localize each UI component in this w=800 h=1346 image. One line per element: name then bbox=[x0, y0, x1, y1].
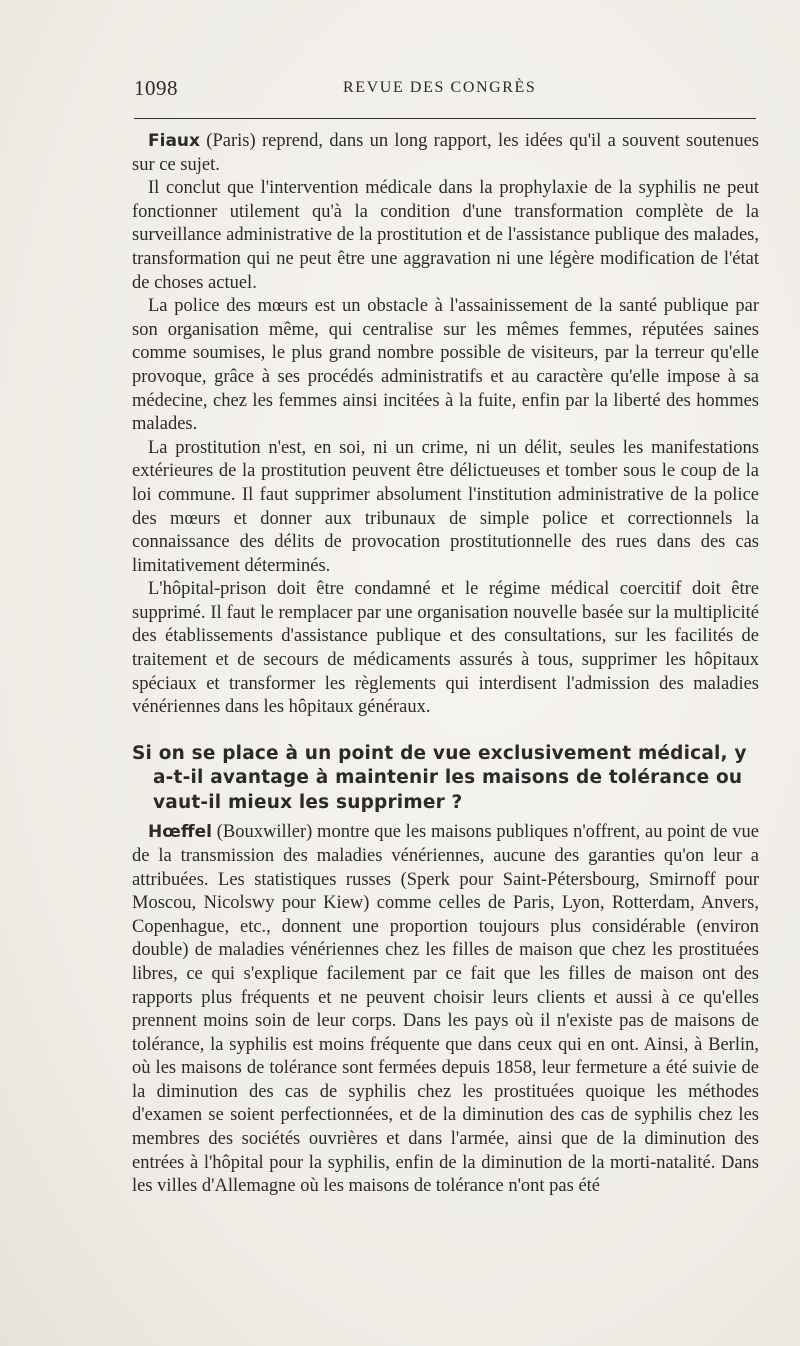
header-rule bbox=[134, 118, 756, 119]
paragraph-text: (Paris) reprend, dans un long rapport, les idées qu'il a souvent soutenues sur ce sujet. bbox=[132, 131, 759, 175]
paragraph: La prostitution n'est, en soi, ni un crime, ni un délit, seules les manifestations extérieures de la prostitution peuvent être délictueuses et tomber sous le coup de la loi commune. Il faut supprimer absolument l'institution administrative de la police des mœurs et donner aux tribunaux de simple police et correctionnels la connaissance des délits de provocation prostitutionnelle des rues dans des cas limitativement déterminés. bbox=[132, 437, 759, 576]
page-header bbox=[134, 76, 756, 100]
speaker-name: Fiaux bbox=[148, 131, 200, 151]
page-number: 1098 bbox=[134, 76, 178, 100]
paragraph bbox=[132, 821, 759, 1199]
paragraph: L'hôpital-prison doit être condamné et le régime médical coercitif doit être supprimé. Il faut le remplacer par une organisation nouvelle basée sur la multiplicité des établissements d'assistance publique et des consultations, sur les facilités de traitement et de secours de médicaments assurés à tous, supprimer les hôpitaux spéciaux et transformer les règlements qui interdisent l'admission des maladies vénériennes dans les hôpitaux généraux. bbox=[132, 579, 759, 718]
paragraph bbox=[132, 130, 759, 177]
paragraph: Il conclut que l'intervention médicale dans la prophylaxie de la syphilis ne peut fonctionner utilement qu'à la condition d'une transformation complète de la surveillance administrative de la prostitution et de l'assistance publique des malades, transformation qui ne peut être une aggravation ni une légère modification de l'état de choses actuel. bbox=[132, 178, 759, 293]
article-body bbox=[132, 130, 759, 1199]
paragraph-text: (Bouxwiller) montre que les maisons publiques n'offrent, au point de vue de la transmission des maladies vénériennes, aucune des garanties qu'on leur a attribuées. Les statistiques russes (Sperk pour Saint-Pétersbourg, Smirnoff pour Moscou, Nicolswy pour Kiew) comme celles de Paris, Lyon, Rotterdam, Anvers, Copenhague, etc., donnent une proportion toujours plus considérable (environ double) de maladies vénériennes chez les filles de maison que chez les prostituées libres, ce qui s'explique facilement par ce fait que les filles de maison ont des rapports plus fréquents et ne peuvent choisir leurs clients et aussi à ce qu'elles prennent moins soin de leur corps. Dans les pays où il n'existe pas de maisons de tolérance, la syphilis est moins fréquente que dans ceux qui en ont. Ainsi, à Berlin, où les maisons de tolérance sont fermées depuis 1858, leur fermeture a été suivie de la diminution des cas de syphilis chez les prostituées quoique les méthodes d'examen se soient perfectionnées, et de la diminution des cas de syphilis chez les membres des sociétés ouvrières et dans l'armée, ainsi que de la diminution des entrées à l'hôpital pour la syphilis, enfin de la diminution de la morti-natalité. Dans les villes d'Allemagne où les maisons de tolérance n'ont pas été bbox=[132, 822, 759, 1197]
running-head: REVUE DES CONGRÈS bbox=[343, 79, 537, 96]
speaker-name: Hœffel bbox=[148, 822, 212, 843]
section-heading: Si on se place à un point de vue exclusivement médical, y a-t-il avantage à maintenir les maisons de tolérance ou vaut-il mieux les supprimer ? bbox=[132, 742, 747, 813]
paragraph: La police des mœurs est un obstacle à l'assainissement de la santé publique par son organisation même, qui centralise sur les mêmes femmes, réputées saines comme soumises, le plus grand nombre possible de visiteurs, par la terreur qu'elle provoque, grâce à ses procédés administratifs et au caractère qu'elle impose à sa médecine, chez les femmes ainsi incitées à la fuite, enfin par la liberté des hommes malades. bbox=[132, 296, 759, 435]
